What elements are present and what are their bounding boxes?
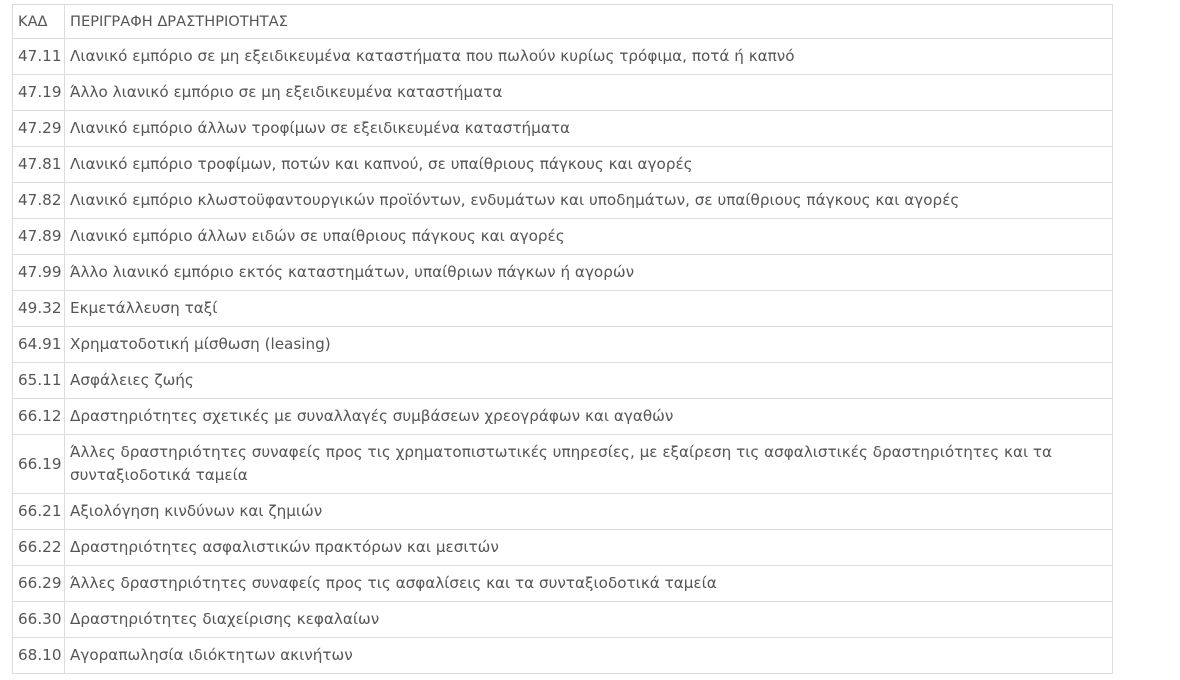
table-row [13, 435, 1113, 494]
table-row [13, 530, 1113, 566]
activity-description-cell: Λιανικό εμπόριο άλλων τροφίμων σε εξειδικευμένα καταστήματα [65, 111, 1113, 147]
table-row [13, 638, 1113, 674]
activity-description-cell: Εκμετάλλευση ταξί [65, 291, 1113, 327]
kad-code-cell: 65.11 [13, 363, 65, 399]
activity-description-cell: Λιανικό εμπόριο άλλων ειδών σε υπαίθριους πάγκους και αγορές [65, 219, 1113, 255]
table-row [13, 494, 1113, 530]
kad-code-cell: 68.10 [13, 638, 65, 674]
table-row [13, 255, 1113, 291]
kad-code-cell: 66.21 [13, 494, 65, 530]
kad-code-cell: 47.81 [13, 147, 65, 183]
activity-description-cell: Δραστηριότητες ασφαλιστικών πρακτόρων και μεσιτών [65, 530, 1113, 566]
table-row [13, 291, 1113, 327]
table-row [13, 219, 1113, 255]
kad-activity-table [12, 4, 1113, 674]
activity-description-cell: Χρηματοδοτική μίσθωση (leasing) [65, 327, 1113, 363]
table-body [13, 39, 1113, 674]
kad-code-cell: 49.32 [13, 291, 65, 327]
kad-code-cell: 66.12 [13, 399, 65, 435]
kad-code-cell: 66.22 [13, 530, 65, 566]
kad-table-container [12, 4, 1112, 674]
kad-code-cell: 47.99 [13, 255, 65, 291]
kad-code-cell: 47.11 [13, 39, 65, 75]
table-row [13, 363, 1113, 399]
kad-code-cell: 47.89 [13, 219, 65, 255]
activity-description-cell: Άλλο λιανικό εμπόριο σε μη εξειδικευμένα καταστήματα [65, 75, 1113, 111]
kad-code-cell: 66.29 [13, 566, 65, 602]
kad-code-cell: 47.82 [13, 183, 65, 219]
activity-description-cell: Άλλες δραστηριότητες συναφείς προς τις ασφαλίσεις και τα συνταξιοδοτικά ταμεία [65, 566, 1113, 602]
table-row [13, 183, 1113, 219]
column-header-code: ΚΑΔ [13, 5, 65, 39]
kad-code-cell: 47.19 [13, 75, 65, 111]
kad-code-cell: 66.19 [13, 435, 65, 494]
kad-code-cell: 66.30 [13, 602, 65, 638]
column-header-description: ΠΕΡΙΓΡΑΦΗ ΔΡΑΣΤΗΡΙΟΤΗΤΑΣ [65, 5, 1113, 39]
activity-description-cell: Άλλες δραστηριότητες συναφείς προς τις χρηματοπιστωτικές υπηρεσίες, με εξαίρεση τις ασφαλιστικές δραστηριότητες και τα συνταξιοδοτικά ταμεία [65, 435, 1113, 494]
kad-code-cell: 47.29 [13, 111, 65, 147]
table-row [13, 602, 1113, 638]
table-row [13, 399, 1113, 435]
activity-description-cell: Λιανικό εμπόριο σε μη εξειδικευμένα καταστήματα που πωλούν κυρίως τρόφιμα, ποτά ή καπνό [65, 39, 1113, 75]
table-header-row [13, 5, 1113, 39]
activity-description-cell: Άλλο λιανικό εμπόριο εκτός καταστημάτων, υπαίθριων πάγκων ή αγορών [65, 255, 1113, 291]
table-row [13, 75, 1113, 111]
activity-description-cell: Δραστηριότητες διαχείρισης κεφαλαίων [65, 602, 1113, 638]
activity-description-cell: Αγοραπωλησία ιδιόκτητων ακινήτων [65, 638, 1113, 674]
table-row [13, 147, 1113, 183]
table-row [13, 39, 1113, 75]
table-row [13, 111, 1113, 147]
table-row [13, 327, 1113, 363]
table-row [13, 566, 1113, 602]
activity-description-cell: Λιανικό εμπόριο κλωστοϋφαντουργικών προϊόντων, ενδυμάτων και υποδημάτων, σε υπαίθριους πάγκους και αγορές [65, 183, 1113, 219]
activity-description-cell: Δραστηριότητες σχετικές με συναλλαγές συμβάσεων χρεογράφων και αγαθών [65, 399, 1113, 435]
kad-code-cell: 64.91 [13, 327, 65, 363]
table-header [13, 5, 1113, 39]
activity-description-cell: Ασφάλειες ζωής [65, 363, 1113, 399]
activity-description-cell: Λιανικό εμπόριο τροφίμων, ποτών και καπνού, σε υπαίθριους πάγκους και αγορές [65, 147, 1113, 183]
activity-description-cell: Αξιολόγηση κινδύνων και ζημιών [65, 494, 1113, 530]
